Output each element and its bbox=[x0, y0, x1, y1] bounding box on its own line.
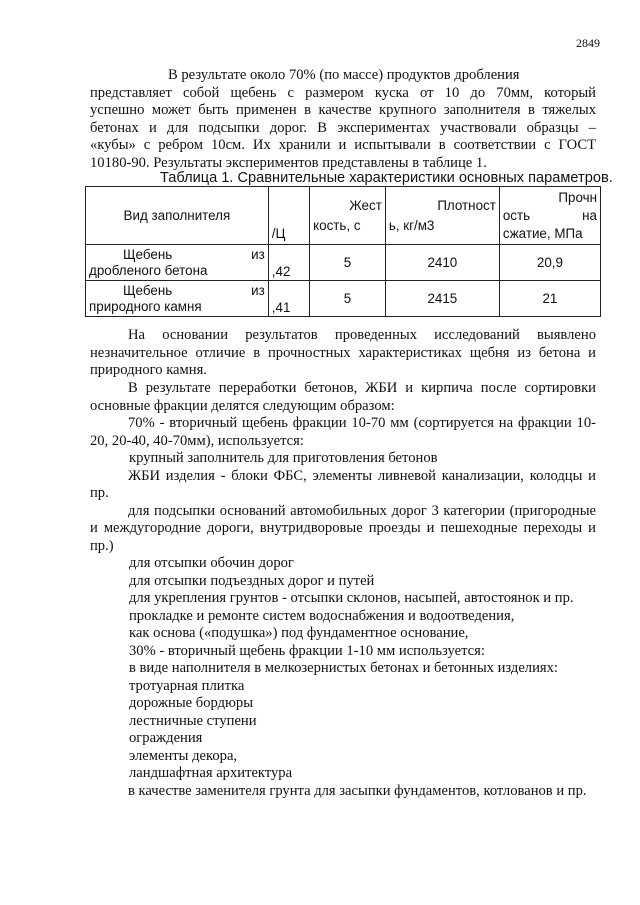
page-number: 2849 bbox=[576, 36, 600, 50]
row-strength: 20,9 bbox=[499, 245, 600, 281]
use-item: для отсыпки обочин дорог bbox=[129, 555, 294, 571]
row-vc: ,41 bbox=[268, 281, 309, 317]
intro-line-3: успешно может быть применен в качестве крупного заполнителя в тяжелых bbox=[90, 102, 596, 118]
use-item: для отсыпки подъездных дорог и путей bbox=[129, 572, 375, 589]
intro-line-5: «кубы» с ребром 10см. Их хранили и испытывали в соответствии с ГОСТ bbox=[90, 137, 596, 153]
row-density: 2415 bbox=[385, 281, 499, 317]
intro-line-1: В результате около 70% (по массе) продуктов дробления bbox=[168, 67, 520, 83]
use-item: ландшафтная архитектура bbox=[129, 765, 293, 781]
use-item: как основа («подушка») под фундаментное основание, bbox=[129, 625, 469, 641]
fine-fraction-line: 30% - вторичный щебень фракции 1-10 мм используется: bbox=[129, 642, 485, 659]
road-base-paragraph: для подсыпки оснований автомобильных дорог 3 категории (пригородные и междугородние дороги, внутридворовые проезды и пешеходные переходы и пр.) bbox=[90, 502, 596, 554]
row-vc: ,42 bbox=[268, 245, 309, 281]
use-item: лестничные ступени bbox=[129, 712, 257, 729]
header-vc: /Ц bbox=[268, 187, 309, 245]
soil-replacement-paragraph: в качестве заменителя грунта для засыпки фундаментов, котлованов и пр. bbox=[128, 782, 587, 799]
header-strength: Прочн ость на сжатие, МПа bbox=[499, 187, 600, 245]
row-name: Щебень из природного камня bbox=[86, 281, 269, 317]
intro-line-2: представляет собой щебень с размером куска от 10 до 70мм, который bbox=[90, 84, 596, 101]
use-item: дорожные бордюры bbox=[129, 695, 254, 711]
row-name: Щебень из дробленого бетона bbox=[86, 245, 269, 281]
intro-line-4: бетонах и для подсыпки дорог. В экспериментах участвовали образцы – bbox=[90, 119, 596, 136]
table-row bbox=[86, 245, 601, 281]
table-caption: Таблица 1. Сравнительные характеристики основных параметров. bbox=[160, 170, 613, 186]
header-density: Плотност ь, кг/м3 bbox=[385, 187, 499, 245]
header-wear: Жест кость, с bbox=[310, 187, 386, 245]
table-row bbox=[86, 281, 601, 317]
table-header-row bbox=[86, 187, 601, 245]
use-item: для укрепления грунтов - отсыпки склонов, насыпей, автостоянок и пр. bbox=[129, 590, 574, 606]
row-strength: 21 bbox=[499, 281, 600, 317]
fractions-intro-paragraph: В результате переработки бетонов, ЖБИ и кирпича после сортировки основные фракции делятся следующим образом: bbox=[90, 380, 596, 414]
row-density: 2410 bbox=[385, 245, 499, 281]
coarse-fraction-paragraph: 70% - вторичный щебень фракции 10-70 мм (сортируется на фракции 10-20, 20-40, 40-70мм), используется: bbox=[90, 415, 596, 449]
use-item: прокладке и ремонте систем водоснабжения и водоотведения, bbox=[129, 607, 515, 624]
use-item: в виде наполнителя в мелкозернистых бетонах и бетонных изделиях: bbox=[129, 660, 558, 676]
intro-line-6: 10180-90. Результаты экспериментов представлены в таблице 1. bbox=[90, 154, 487, 171]
use-item: элементы декора, bbox=[129, 747, 238, 764]
header-name: Вид заполнителя bbox=[86, 187, 269, 245]
coarse-use-item: крупный заполнитель для приготовления бетонов bbox=[129, 450, 438, 466]
row-wear: 5 bbox=[310, 245, 386, 281]
row-wear: 5 bbox=[310, 281, 386, 317]
rc-products-paragraph: ЖБИ изделия - блоки ФБС, элементы ливневой канализации, колодцы и пр. bbox=[90, 467, 596, 501]
comparison-table bbox=[85, 186, 601, 317]
use-item: тротуарная плитка bbox=[129, 677, 245, 694]
conclusion-paragraph: На основании результатов проведенных исследований выявлено незначительное отличие в прочностных характеристиках щебня из бетона и природного камня. bbox=[90, 327, 596, 378]
use-item: ограждения bbox=[129, 730, 203, 746]
